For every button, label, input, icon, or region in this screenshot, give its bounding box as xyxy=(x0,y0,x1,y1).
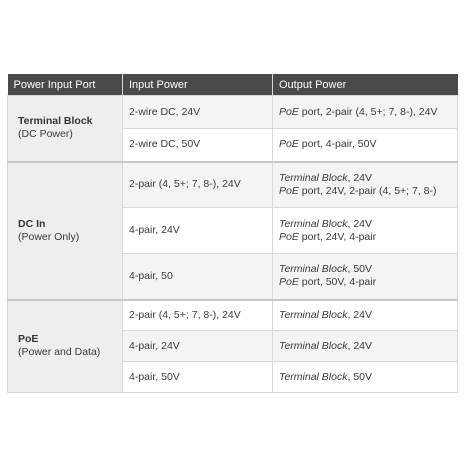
output-detail: , 24V xyxy=(347,308,373,321)
output-detail: port, 4-pair, 50V xyxy=(298,138,377,151)
output-detail: port, 50V, 4-pair xyxy=(298,276,377,289)
output-cell xyxy=(273,300,458,331)
header-row xyxy=(8,74,458,96)
output-line xyxy=(279,263,457,276)
output-line xyxy=(279,231,457,244)
input-cell: 2-wire DC, 24V xyxy=(123,96,273,129)
input-cell: 4-pair, 50 xyxy=(123,254,273,300)
output-term: Terminal Block xyxy=(279,217,348,230)
output-line xyxy=(279,106,457,119)
group-name: DC In xyxy=(18,217,46,230)
output-detail: port, 2-pair (4, 5+; 7, 8-), 24V xyxy=(298,105,438,118)
group-subtitle: (Power and Data) xyxy=(18,346,101,359)
output-detail: port, 24V, 4-pair xyxy=(298,230,377,243)
output-term: PoE xyxy=(279,138,299,151)
input-cell: 2-wire DC, 50V xyxy=(123,129,273,162)
table-row xyxy=(8,162,458,208)
table-row xyxy=(8,96,458,129)
output-detail: , 24V xyxy=(347,339,373,352)
output-term: Terminal Block xyxy=(279,263,348,276)
input-cell: 2-pair (4, 5+; 7, 8-), 24V xyxy=(123,300,273,331)
group-name: Terminal Block xyxy=(18,115,93,128)
output-cell xyxy=(273,129,458,162)
output-term: PoE xyxy=(279,276,299,289)
output-line xyxy=(279,185,457,198)
group-dc-in xyxy=(8,162,123,300)
group-name: PoE xyxy=(18,333,39,346)
header-output-power: Output Power xyxy=(273,74,458,96)
output-cell xyxy=(273,331,458,362)
output-cell xyxy=(273,162,458,208)
output-cell xyxy=(273,208,458,254)
output-detail: , 50V xyxy=(347,370,373,383)
output-cell xyxy=(273,362,458,393)
output-line xyxy=(279,276,457,289)
power-table xyxy=(7,74,458,393)
output-cell xyxy=(273,96,458,129)
output-line xyxy=(279,172,457,185)
output-term: Terminal Block xyxy=(279,171,348,184)
input-cell: 4-pair, 24V xyxy=(123,208,273,254)
output-term: Terminal Block xyxy=(279,370,348,383)
output-line xyxy=(279,340,457,353)
output-line xyxy=(279,371,457,384)
group-terminal-block xyxy=(8,96,123,162)
output-term: Terminal Block xyxy=(279,339,348,352)
output-detail: , 24V xyxy=(347,217,373,230)
output-cell xyxy=(273,254,458,300)
output-line xyxy=(279,218,457,231)
output-term: PoE xyxy=(279,230,299,243)
group-subtitle: (Power Only) xyxy=(18,230,80,243)
header-power-input-port: Power Input Port xyxy=(8,74,123,96)
group-subtitle: (DC Power) xyxy=(18,128,73,141)
table-row xyxy=(8,300,458,331)
output-line xyxy=(279,309,457,322)
group-poe xyxy=(8,300,123,393)
output-detail: port, 24V, 2-pair (4, 5+; 7, 8-) xyxy=(298,184,437,197)
header-input-power: Input Power xyxy=(123,74,273,96)
output-detail: , 50V xyxy=(347,263,373,276)
output-term: PoE xyxy=(279,105,299,118)
output-term: PoE xyxy=(279,184,299,197)
input-cell: 4-pair, 50V xyxy=(123,362,273,393)
output-term: Terminal Block xyxy=(279,308,348,321)
input-cell: 4-pair, 24V xyxy=(123,331,273,362)
output-detail: , 24V xyxy=(347,171,373,184)
input-cell: 2-pair (4, 5+; 7, 8-), 24V xyxy=(123,162,273,208)
output-line xyxy=(279,138,457,151)
